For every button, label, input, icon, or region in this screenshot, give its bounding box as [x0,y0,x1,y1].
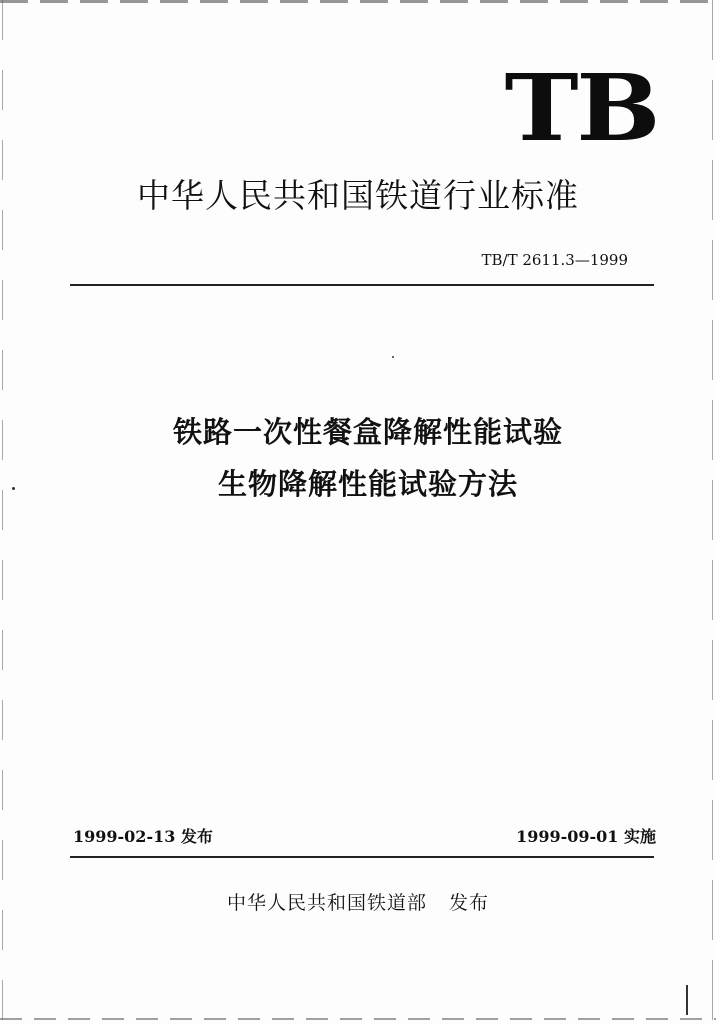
standard-code: TB/T 2611.3—1999 [481,251,628,269]
document-title-line-2: 生物降解性能试验方法 [217,467,518,501]
scan-edge-bottom [0,1018,716,1020]
industry-standard-heading: 中华人民共和国铁道行业标准 [137,176,579,215]
tb-logo: TB [504,54,658,162]
scan-edge-top [0,0,716,3]
footer-divider [70,856,654,858]
implementation-date: 1999-09-01 实施 [516,827,656,846]
scan-mark [686,985,688,1015]
publisher-action: 发布 [449,892,490,914]
publisher-line [0,888,716,915]
header-divider [70,284,654,286]
scan-edge-right [712,0,713,1024]
scan-speck [12,487,15,490]
scan-speck [392,356,394,358]
issue-date: 1999-02-13 发布 [73,827,213,846]
publisher-name: 中华人民共和国铁道部 [226,892,427,914]
document-title-line-1: 铁路一次性餐盒降解性能试验 [172,415,563,449]
scan-edge-left [2,0,3,1024]
